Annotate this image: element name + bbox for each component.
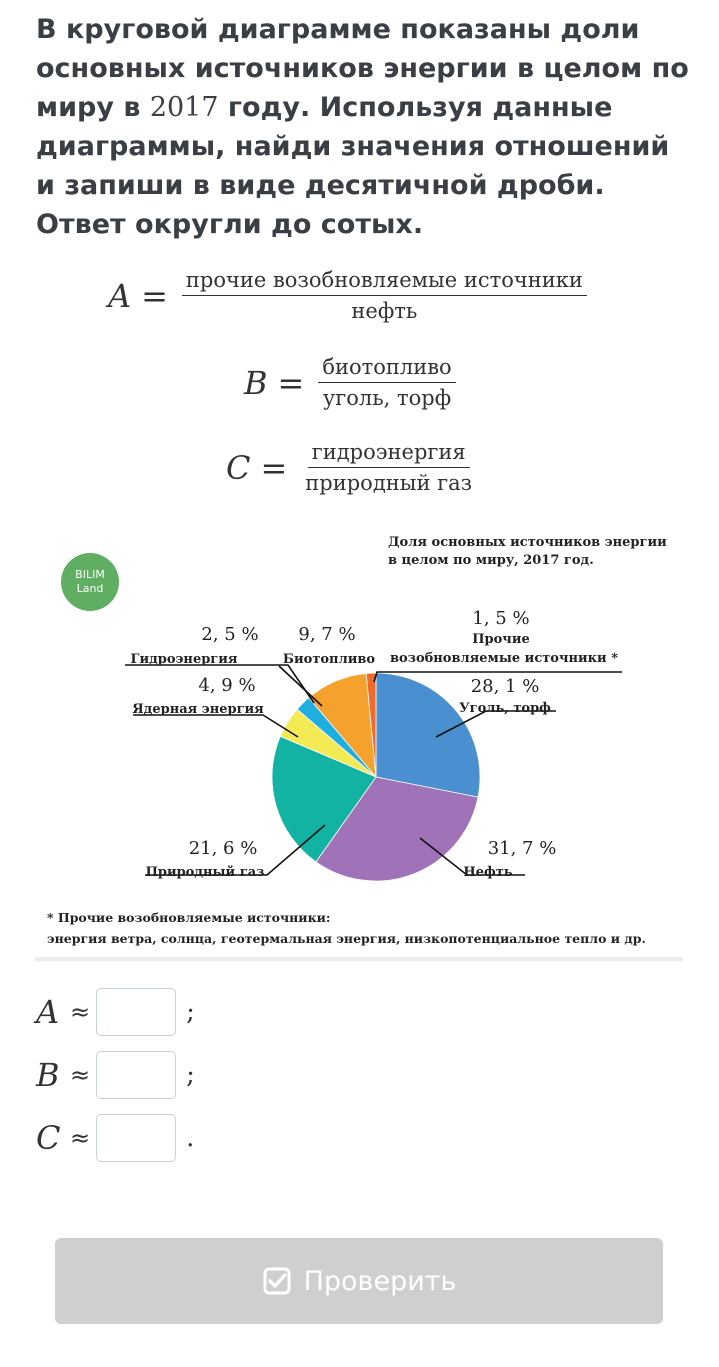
approx-sign: ≈	[70, 997, 91, 1026]
answer-var: B	[36, 1055, 60, 1094]
data-label-coal: 28, 1 %	[470, 676, 540, 697]
slice-name-hydro: Гидроэнергия	[130, 652, 238, 667]
fraction-numerator: гидроэнергия	[308, 440, 470, 468]
fraction-denominator: нефть	[351, 299, 418, 323]
formula-a	[108, 268, 587, 323]
formula-c	[226, 440, 476, 495]
check-square-icon	[262, 1266, 292, 1296]
logo-text-line1: BILIM	[75, 568, 105, 581]
chart-title-line1: Доля основных источников энергии	[388, 535, 667, 550]
task-year: 2017	[149, 92, 219, 123]
footnote-line2: энергия ветра, солнца, геотермальная энергия, низкопотенциальное тепло и др.	[47, 931, 646, 946]
check-button[interactable]	[55, 1238, 663, 1324]
answer-punct: ;	[186, 996, 195, 1027]
formula-fraction	[301, 440, 476, 495]
check-button-label: Проверить	[303, 1265, 457, 1297]
answer-row-b	[36, 1043, 195, 1106]
formula-fraction	[182, 268, 587, 323]
formula-b	[244, 355, 456, 410]
logo-text-line2: Land	[76, 582, 104, 595]
formula-eq: =	[141, 276, 168, 315]
slice-name-coal: Уголь, торф	[459, 701, 551, 716]
answer-punct: .	[186, 1122, 195, 1153]
answer-row-a	[36, 980, 195, 1043]
task-text-part2: году. Используя данные диаграммы, найди значения отношений и запиши в виде десятичной дроби. Ответ округли до сотых.	[36, 92, 670, 240]
answer-input-b[interactable]	[96, 1051, 176, 1099]
footnote-line1: * Прочие возобновляемые источники:	[47, 910, 331, 925]
formula-var: C	[226, 448, 251, 487]
task-text-part1: В круговой диаграмме показаны доли основных источников энергии в целом по миру в	[36, 14, 689, 123]
data-label-other: 1, 5 %	[472, 608, 530, 629]
answer-punct: ;	[186, 1059, 195, 1090]
slice-name-other-line2: возобновляемые источники *	[389, 651, 618, 666]
answer-var: A	[36, 992, 60, 1031]
pie-slices	[272, 673, 480, 881]
pie-chart	[35, 525, 683, 965]
answers-section	[36, 980, 195, 1169]
chart-title-line2: в целом по миру, 2017 год.	[388, 553, 594, 568]
fraction-numerator: прочие возобновляемые источники	[182, 268, 587, 296]
answer-input-a[interactable]	[96, 988, 176, 1036]
data-label-biofuel: 9, 7 %	[298, 624, 356, 645]
formula-var: B	[244, 363, 268, 402]
formula-fraction	[318, 355, 455, 410]
approx-sign: ≈	[70, 1060, 91, 1089]
slice-name-biofuel: Биотопливо	[282, 652, 376, 667]
fraction-denominator: уголь, торф	[322, 386, 452, 410]
slice-name-other-line1: Прочие	[472, 632, 530, 647]
formula-eq: =	[277, 363, 305, 402]
pie-chart-figure	[35, 525, 683, 965]
data-label-gas: 21, 6 %	[188, 838, 258, 859]
answer-row-c	[36, 1106, 195, 1169]
answer-input-c[interactable]	[96, 1114, 176, 1162]
formula-var: A	[108, 276, 132, 315]
slice-name-gas: Природный газ	[145, 865, 265, 880]
task-text	[36, 10, 696, 244]
answer-var: C	[36, 1118, 61, 1157]
bilim-land-logo	[61, 553, 119, 611]
slice-name-nuclear: Ядерная энергия	[132, 702, 264, 717]
slice-name-oil: Нефть	[463, 865, 513, 880]
data-label-nuclear: 4, 9 %	[198, 675, 256, 696]
formula-eq: =	[260, 448, 288, 487]
approx-sign: ≈	[70, 1123, 91, 1152]
data-label-hydro: 2, 5 %	[201, 624, 259, 645]
fraction-denominator: природный газ	[305, 471, 473, 495]
data-label-oil: 31, 7 %	[487, 838, 557, 859]
fraction-numerator: биотопливо	[318, 355, 455, 383]
